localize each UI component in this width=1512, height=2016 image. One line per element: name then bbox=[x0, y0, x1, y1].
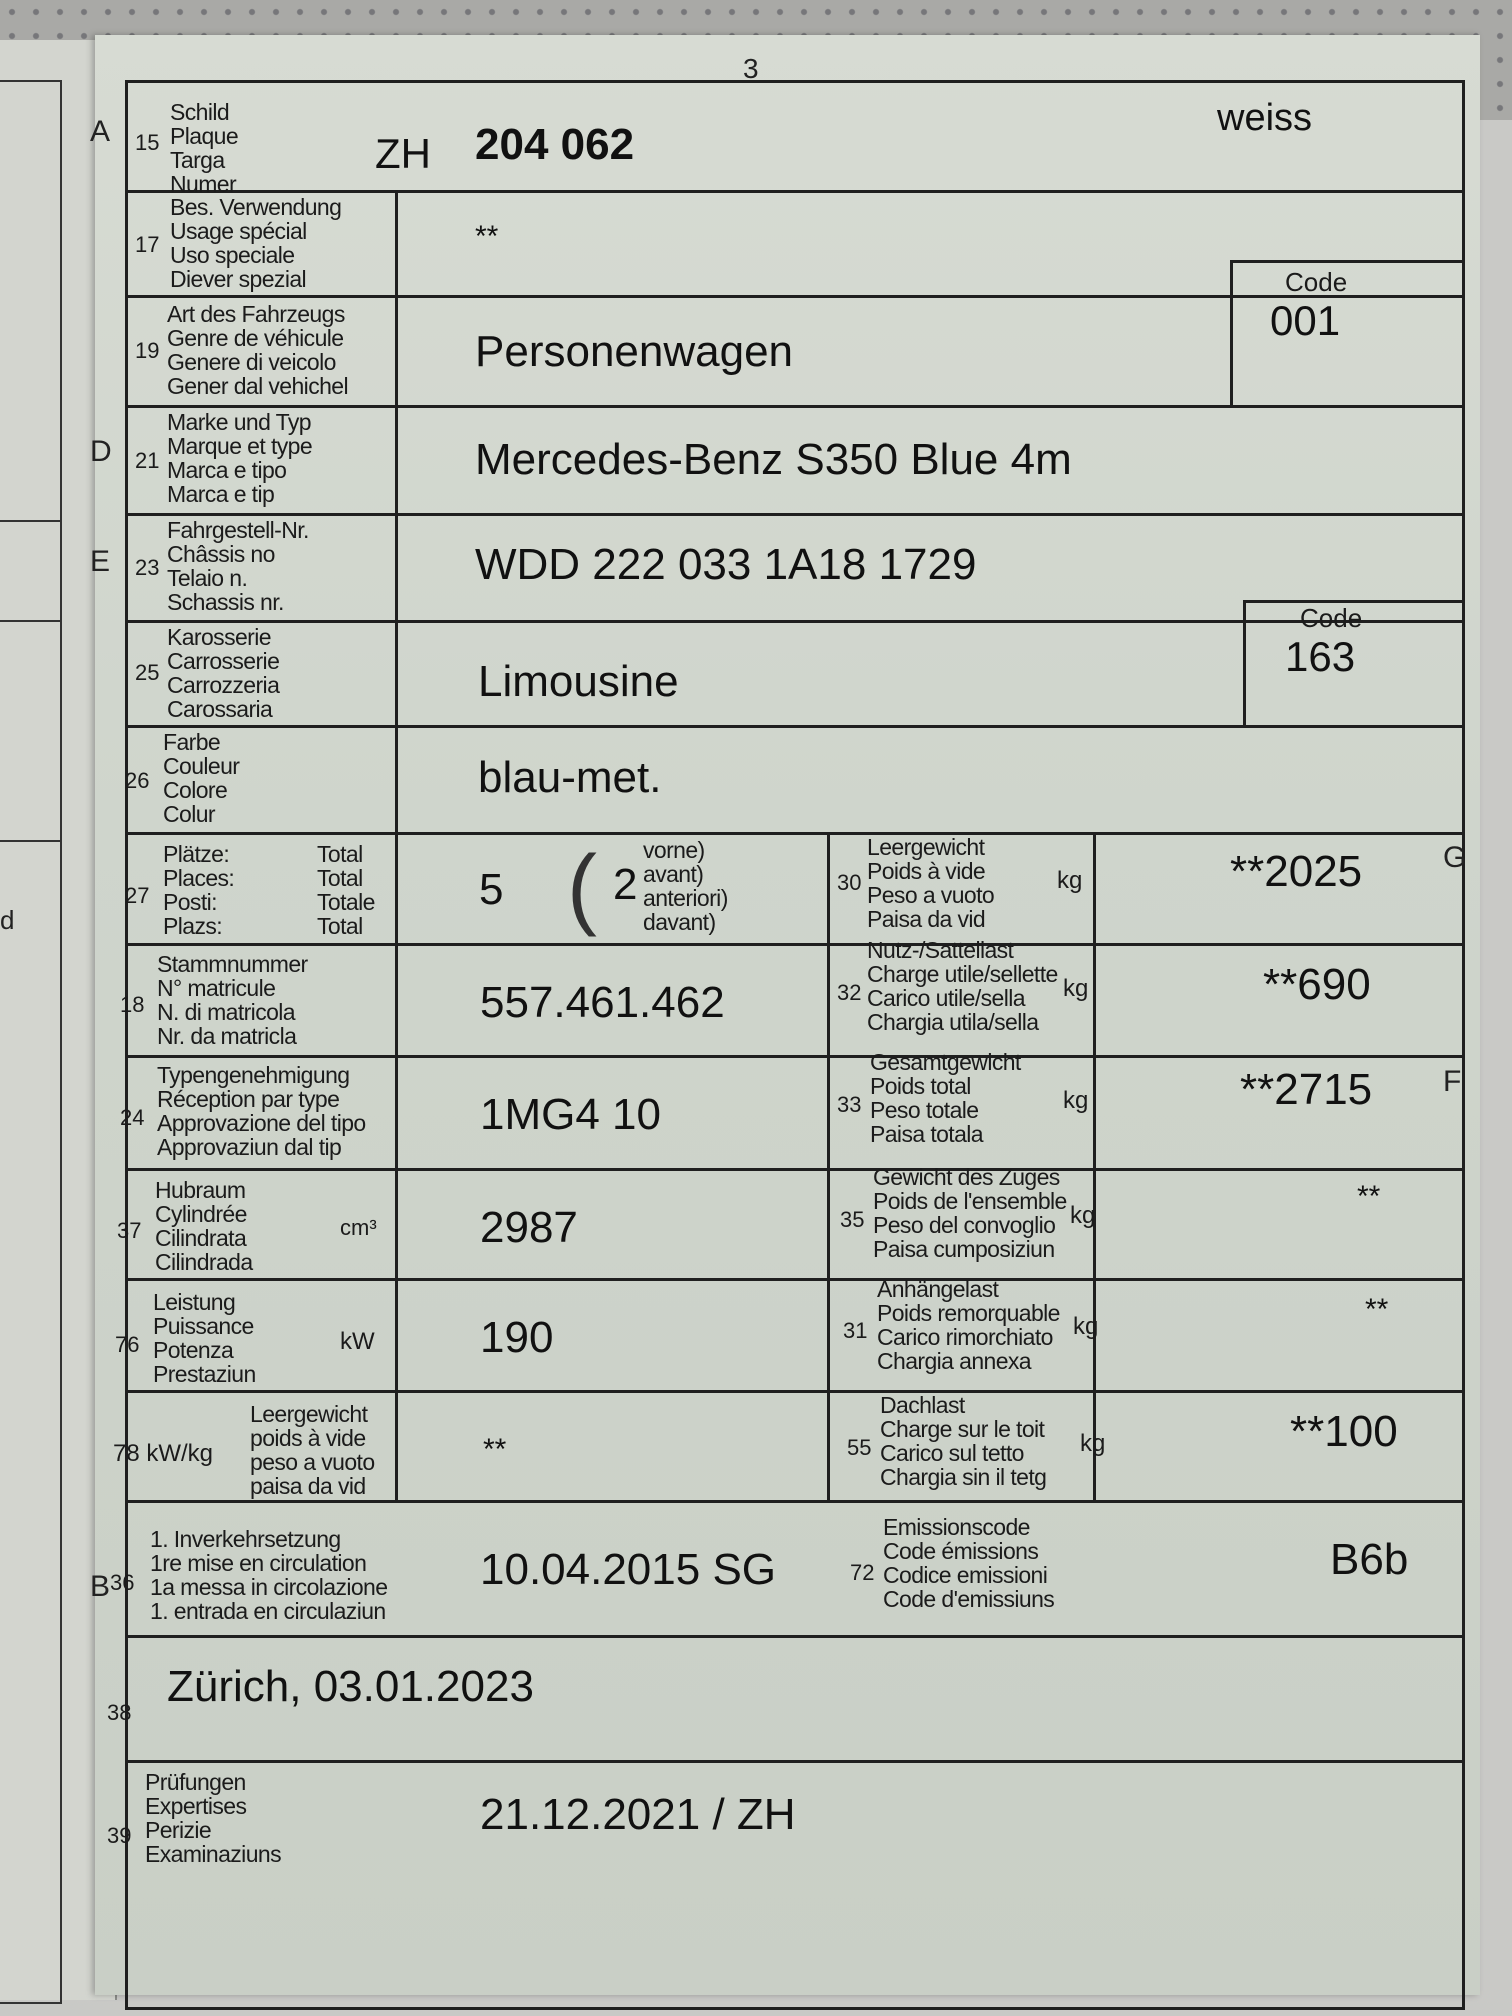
row-divider bbox=[125, 295, 1465, 298]
field-number: 27 bbox=[125, 883, 150, 908]
first-reg-labels: 1. Inverkehrsetzung 1re mise en circulation 1a messa in circolazione 1. entrada en circulaziun bbox=[150, 1526, 388, 1624]
vehicle-type-labels: Art des Fahrzeugs Genre de véhicule Genere di veicolo Gener dal vehichel bbox=[167, 301, 348, 399]
field-number: 18 bbox=[120, 992, 145, 1017]
margin-letter-b: B bbox=[90, 1570, 111, 1603]
margin-letter-a: A bbox=[90, 115, 111, 148]
bracket: ( bbox=[567, 838, 597, 938]
body-labels: Karosserie Carrosserie Carrozzeria Carossaria bbox=[167, 624, 280, 722]
field-number: 26 bbox=[125, 768, 150, 793]
color-labels: Farbe Couleur Colore Colur bbox=[163, 729, 240, 827]
vehicle-type-code: 001 bbox=[1270, 297, 1341, 344]
registration-document-page bbox=[90, 35, 1480, 1995]
total-weight-value: **2715 bbox=[1240, 1065, 1373, 1114]
field-number: 78 kW/kg bbox=[113, 1440, 214, 1467]
field-number: 32 bbox=[837, 980, 862, 1005]
place-date-value: Zürich, 03.01.2023 bbox=[167, 1662, 534, 1711]
left-page-letter: d bbox=[0, 905, 15, 935]
row-divider bbox=[125, 1168, 1465, 1171]
total-weight-unit: kg bbox=[1063, 1087, 1089, 1114]
vehicle-type-value: Personenwagen bbox=[475, 327, 794, 376]
row-divider bbox=[125, 1635, 1465, 1638]
row-divider bbox=[125, 943, 1465, 946]
seats-labels: Plätze: Places: Posti: Plazs: bbox=[163, 841, 235, 939]
chassis-labels: Fahrgestell-Nr. Châssis no Telaio n. Schassis nr. bbox=[167, 517, 309, 615]
field-number: 33 bbox=[837, 1092, 862, 1117]
displacement-labels: Hubraum Cylindrée Cilindrata Cilindrada bbox=[155, 1177, 253, 1275]
power-labels: Leistung Puissance Potenza Prestaziun bbox=[153, 1289, 256, 1387]
seats-front-labels: vorne) avant) anteriori) davant) bbox=[643, 837, 728, 935]
trailer-load-labels: Anhängelast Poids remorquable Carico rimorchiato Chargia annexa bbox=[877, 1276, 1060, 1374]
row-divider bbox=[125, 513, 1465, 516]
page-number: 3 bbox=[743, 53, 759, 84]
type-approval-value: 1MG4 10 bbox=[480, 1090, 661, 1139]
seats-front-value: 2 bbox=[613, 860, 638, 909]
empty-weight-unit: kg bbox=[1057, 867, 1083, 894]
column-divider bbox=[827, 832, 830, 1500]
make-labels: Marke und Typ Marque et type Marca e tipo Marca e tip bbox=[167, 409, 313, 507]
field-number: 76 bbox=[115, 1332, 140, 1357]
inspections-labels: Prüfungen Expertises Perizie Examinaziuns bbox=[145, 1769, 281, 1867]
train-weight-value: ** bbox=[1357, 1180, 1381, 1213]
field-number: 55 bbox=[847, 1435, 872, 1460]
empty-weight-labels: Leergewicht Poids à vide Peso a vuoto Paisa da vid bbox=[867, 834, 995, 932]
type-approval-labels: Typengenehmigung Réception par type Approvazione del tipo Approvaziun dal tip bbox=[157, 1062, 366, 1160]
plate-color: weiss bbox=[1217, 97, 1313, 139]
field-number: 35 bbox=[840, 1207, 865, 1232]
row-divider bbox=[125, 1390, 1465, 1393]
total-weight-labels: Gesamtgewicht Poids total Peso totale Paisa totala bbox=[870, 1049, 1021, 1147]
usage-labels: Bes. Verwendung Usage spécial Uso speciale Diever spezial bbox=[170, 194, 342, 292]
field-number: 39 bbox=[107, 1823, 132, 1848]
plate-canton: ZH bbox=[375, 130, 431, 177]
row-divider bbox=[125, 1278, 1465, 1281]
field-number: 72 bbox=[850, 1560, 875, 1585]
emission-labels: Emissionscode Code émissions Codice emissioni Code d'emissiuns bbox=[883, 1514, 1055, 1612]
train-weight-labels: Gewicht des Zuges Poids de l'ensemble Peso del convoglio Paisa cumposiziun bbox=[873, 1164, 1067, 1262]
emission-value: B6b bbox=[1330, 1535, 1409, 1584]
row-divider bbox=[125, 1500, 1465, 1503]
field-number: 37 bbox=[117, 1218, 142, 1243]
roof-load-unit: kg bbox=[1080, 1430, 1106, 1457]
code-box-divider bbox=[1230, 260, 1465, 263]
margin-letter-g: G bbox=[1443, 841, 1467, 874]
code-label: Code bbox=[1285, 267, 1348, 297]
margin-letter-d: D bbox=[90, 435, 112, 468]
power-unit: kW bbox=[340, 1328, 375, 1355]
field-number: 25 bbox=[135, 660, 160, 685]
margin-letter-e: E bbox=[90, 545, 111, 578]
usage-value: ** bbox=[475, 220, 499, 253]
field-number: 15 bbox=[135, 130, 160, 155]
row-divider bbox=[125, 405, 1465, 408]
row-divider bbox=[125, 1760, 1465, 1763]
code-label: Code bbox=[1300, 603, 1363, 633]
displacement-unit: cm³ bbox=[340, 1215, 377, 1240]
left-page-line bbox=[0, 620, 60, 622]
field-number: 21 bbox=[135, 448, 160, 473]
left-page-line bbox=[0, 520, 60, 522]
field-number: 17 bbox=[135, 232, 160, 257]
inspections-value: 21.12.2021 / ZH bbox=[480, 1790, 796, 1839]
field-number: 38 bbox=[107, 1700, 132, 1725]
field-number: 36 bbox=[110, 1570, 135, 1595]
power-weight-value: ** bbox=[483, 1433, 507, 1466]
label-column-divider bbox=[395, 190, 398, 1500]
field-number: 24 bbox=[120, 1105, 145, 1130]
empty-weight-value: **2025 bbox=[1230, 847, 1363, 896]
payload-unit: kg bbox=[1063, 975, 1089, 1002]
displacement-value: 2987 bbox=[480, 1203, 578, 1252]
plate-labels: Schild Plaque Targa Numer bbox=[170, 99, 239, 197]
row-divider bbox=[125, 190, 1465, 193]
field-number: 30 bbox=[837, 870, 862, 895]
registration-value: 557.461.462 bbox=[480, 978, 725, 1027]
field-number: 23 bbox=[135, 555, 160, 580]
first-reg-value: 10.04.2015 SG bbox=[480, 1545, 777, 1594]
color-value: blau-met. bbox=[478, 753, 662, 802]
row-divider bbox=[125, 725, 1465, 728]
trailer-load-unit: kg bbox=[1073, 1313, 1099, 1340]
left-page-frame bbox=[0, 80, 62, 2004]
payload-labels: Nutz-/Sattellast Charge utile/sellette Carico utile/sella Chargia utila/sella bbox=[867, 937, 1058, 1035]
column-divider bbox=[1093, 832, 1096, 1500]
row-divider bbox=[125, 1055, 1465, 1058]
chassis-value: WDD 222 033 1A18 1729 bbox=[475, 540, 977, 589]
field-number: 31 bbox=[843, 1318, 868, 1343]
roof-load-labels: Dachlast Charge sur le toit Carico sul tetto Chargia sin il tetg bbox=[880, 1392, 1047, 1490]
train-weight-unit: kg bbox=[1070, 1202, 1096, 1229]
code-box-divider bbox=[1243, 600, 1246, 725]
left-page-line bbox=[0, 840, 60, 842]
field-number: 19 bbox=[135, 338, 160, 363]
power-value: 190 bbox=[480, 1313, 554, 1362]
roof-load-value: **100 bbox=[1290, 1407, 1398, 1456]
body-code: 163 bbox=[1285, 633, 1356, 680]
seats-total-labels: Total Total Totale Total bbox=[317, 841, 375, 939]
power-weight-labels: Leergewicht poids à vide peso a vuoto paisa da vid bbox=[250, 1401, 375, 1499]
row-divider bbox=[125, 620, 1465, 623]
trailer-load-value: ** bbox=[1365, 1293, 1389, 1326]
body-value: Limousine bbox=[478, 657, 679, 706]
code-box-divider bbox=[1230, 260, 1233, 405]
seats-value: 5 bbox=[479, 865, 504, 914]
payload-value: **690 bbox=[1263, 960, 1371, 1009]
plate-number: 204 062 bbox=[475, 120, 635, 169]
row-divider bbox=[125, 832, 1465, 835]
make-value: Mercedes-Benz S350 Blue 4m bbox=[475, 435, 1072, 484]
registration-labels: Stammnummer N° matricule N. di matricola Nr. da matricla bbox=[157, 951, 308, 1049]
margin-letter-f: F bbox=[1443, 1065, 1462, 1098]
